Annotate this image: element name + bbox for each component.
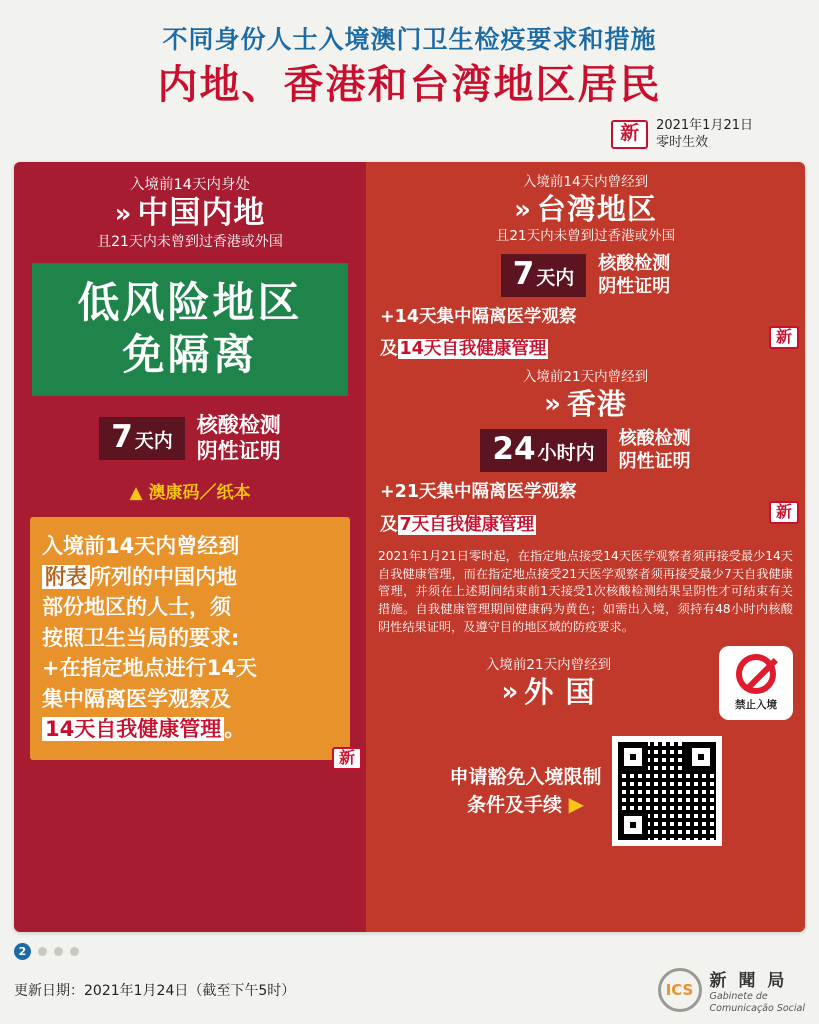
- mainland-day-unit: 天内: [134, 429, 173, 452]
- qr-code-pattern: [618, 742, 716, 840]
- no-entry-sign: [719, 646, 793, 720]
- page-indicator-dot[interactable]: [70, 947, 79, 956]
- hongkong-day-number: 24: [492, 431, 536, 468]
- mainland-test-text: [197, 412, 281, 465]
- other-regions-column: [366, 162, 805, 932]
- taiwan-plus-prefix: 及: [380, 339, 398, 360]
- mainland-day-badge: [99, 417, 185, 460]
- exemption-line2-text: 条件及手续: [466, 794, 562, 817]
- special-line-2: [42, 562, 338, 592]
- health-code-line: ▲ 澳康码／纸本: [129, 483, 251, 504]
- mainland-pre-text: 入境前14天内身处: [130, 176, 250, 193]
- taiwan-test-row: [378, 253, 793, 298]
- special-line-4: 按照卫生当局的要求:: [42, 625, 240, 650]
- hongkong-test-text: [619, 428, 691, 473]
- hongkong-plus-line2: [380, 512, 793, 538]
- low-risk-line1: 低风险地区: [77, 278, 303, 328]
- footnote-text: 2021年1月21日零时起，在指定地点接受14天医学观察者须再接受最少14天自我健康管理，而在指定地点接受21天医学观察者须再接受最少7天自我健康管理，并须在上述期间结束前1天接受1次核酸检测结果呈阴性才可结束有关措施。自我健康管理期间健康码为黄色；如需出入境，须持有48小时内核酸阴性结果证明，及遵守目的地区域的防疫要求。: [378, 548, 793, 634]
- hongkong-plus-prefix: 及: [380, 514, 398, 535]
- gcs-logo-pt-line1: Gabinete de: [709, 991, 768, 1003]
- page-indicator-dot[interactable]: [38, 947, 47, 956]
- special-line-6: 集中隔离医学观察及: [42, 686, 231, 711]
- prohibition-icon: [736, 654, 776, 694]
- header: [14, 0, 805, 152]
- special-areas-box: [30, 517, 355, 768]
- qr-eye-icon: [618, 742, 648, 772]
- self-health-highlight: 14天自我健康管理: [42, 717, 224, 741]
- hongkong-test-row: [378, 428, 793, 473]
- taiwan-self-health-highlight: 14天自我健康管理: [399, 339, 547, 360]
- exemption-qr-row: [378, 736, 793, 846]
- special-line-5: +在指定地点进行14天: [42, 656, 257, 681]
- special-line-2-tail: 所列的中国内地: [90, 564, 237, 589]
- update-date: 更新日期：2021年1月24日（截至下午5时）: [14, 983, 296, 1000]
- taiwan-test-line2: 阴性证明: [598, 275, 671, 297]
- page-indicator[interactable]: [14, 943, 805, 960]
- special-line-7: [42, 714, 338, 744]
- taiwan-day-badge: [501, 254, 587, 297]
- chevron-icon: »: [514, 194, 527, 225]
- taiwan-test-line1: 核酸检测: [598, 253, 671, 275]
- special-line-7-tail: 。: [224, 716, 246, 741]
- effective-date-line1: 2021年1月21日: [656, 117, 753, 133]
- taiwan-day-unit: 天内: [536, 267, 575, 290]
- taiwan-plus-line1: +14天集中隔离医学观察: [380, 307, 577, 328]
- mainland-day-number: 7: [111, 418, 133, 455]
- page-indicator-dot[interactable]: [54, 947, 63, 956]
- qr-code[interactable]: [612, 736, 722, 846]
- effective-date: [656, 117, 753, 152]
- special-line-3: 部份地区的人士，须: [42, 595, 231, 620]
- taiwan-plus-line2: [380, 336, 793, 362]
- page-indicator-current[interactable]: 2: [14, 943, 31, 960]
- exemption-text: [449, 764, 601, 819]
- effective-date-row: [14, 117, 805, 152]
- chevron-icon: »: [114, 198, 128, 229]
- taiwan-test-text: [598, 253, 670, 298]
- taiwan-block: [378, 174, 793, 363]
- foreign-pre-text: 入境前21天内曾经到: [485, 656, 612, 673]
- mainland-subtext: 且21天内未曾到过香港或外国: [97, 233, 283, 250]
- taiwan-day-number: 7: [512, 256, 535, 293]
- mainland-heading: [28, 176, 352, 195]
- low-risk-line2: 免隔离: [122, 329, 258, 379]
- new-badge: 新: [611, 120, 648, 149]
- mainland-title: 中国内地: [137, 194, 266, 231]
- exemption-line1: 申请豁免入境限制: [449, 765, 602, 788]
- hongkong-measures: [378, 479, 793, 538]
- qr-eye-icon: [618, 810, 648, 840]
- hongkong-pre-text: 入境前21天内曾经到: [522, 368, 649, 385]
- hongkong-block: [378, 369, 793, 538]
- chevron-icon: »: [544, 389, 557, 420]
- foreign-block: [378, 646, 793, 720]
- foreign-title: 外 国: [524, 675, 596, 710]
- gcs-logo-chinese: 新 聞 局: [709, 971, 788, 992]
- hongkong-day-badge: [480, 429, 606, 472]
- mainland-test-line2: 阴性证明: [196, 439, 281, 464]
- effective-date-line2: 零时生效: [656, 135, 709, 151]
- gcs-logo-icon: ICS: [658, 968, 702, 1012]
- footer: [14, 943, 805, 1014]
- main-panel: [14, 162, 805, 932]
- mainland-test-line1: 核酸检测: [196, 412, 281, 437]
- hongkong-test-line1: 核酸检测: [618, 428, 691, 450]
- hongkong-self-health-highlight: 7天自我健康管理: [399, 514, 535, 535]
- exemption-line2: [449, 790, 601, 819]
- taiwan-pre-text: 入境前14天内曾经到: [522, 173, 649, 190]
- no-entry-label: 禁止入境: [735, 699, 777, 712]
- special-line-1: 入境前14天内曾经到: [42, 534, 240, 559]
- hongkong-test-line2: 阴性证明: [618, 450, 691, 472]
- new-badge-taiwan: 新: [769, 326, 799, 349]
- hongkong-plus-line1: +21天集中隔离医学观察: [380, 482, 577, 503]
- hongkong-day-unit: 小时内: [537, 442, 595, 465]
- footer-row: [14, 966, 805, 1014]
- page-title: 内地、香港和台湾地区居民: [157, 61, 662, 108]
- taiwan-measures: [378, 304, 793, 363]
- new-badge-orange: 新: [332, 747, 362, 770]
- gcs-logo-pt-line2: Comunicação Social: [709, 1002, 805, 1014]
- qr-eye-icon: [686, 742, 716, 772]
- taiwan-subtext: 且21天内未曾到过香港或外国: [495, 227, 676, 244]
- gcs-logo: [658, 966, 805, 1014]
- mainland-column: [14, 162, 366, 932]
- taiwan-title: 台湾地区: [536, 192, 657, 227]
- page-subtitle: 不同身份人士入境澳门卫生检疫要求和措施: [162, 25, 657, 54]
- low-risk-box: [32, 263, 348, 395]
- new-badge-hongkong: 新: [769, 501, 799, 524]
- arrow-right-icon: ▶: [568, 792, 584, 817]
- mainland-test-row: [28, 412, 352, 465]
- hongkong-title: 香港: [566, 387, 627, 422]
- chevron-icon: »: [501, 677, 515, 708]
- attachment-highlight: 附表: [42, 565, 90, 589]
